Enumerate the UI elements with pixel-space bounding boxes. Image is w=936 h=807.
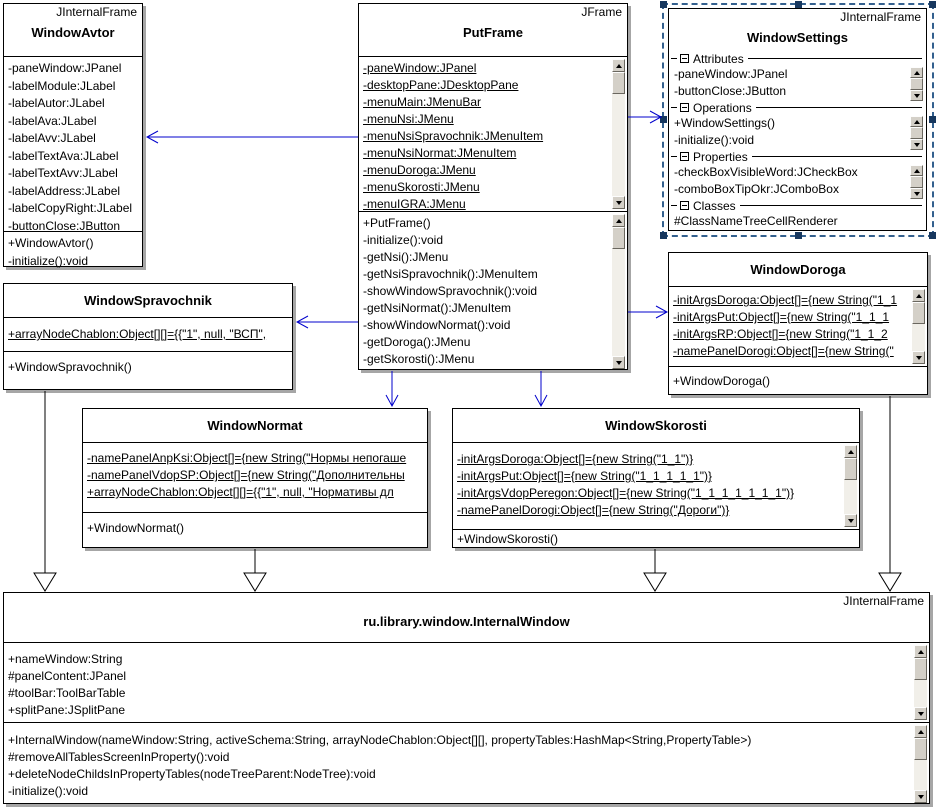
operation-row[interactable]: -initialize():void — [674, 133, 755, 147]
method-row[interactable]: +WindowNormat() — [87, 521, 185, 535]
class-row[interactable]: #ClassNameTreeCellRenderer — [674, 214, 838, 228]
scroll-thumb[interactable] — [912, 302, 925, 324]
method-row[interactable]: -getNsiSpravochnik():JMenuItem — [363, 267, 538, 281]
attribute-row[interactable]: -labelCopyRight:JLabel — [8, 201, 133, 215]
up-arrow-icon — [616, 219, 622, 223]
scroll-up-button[interactable] — [914, 725, 927, 738]
up-arrow-icon — [918, 650, 924, 654]
down-arrow-icon — [848, 519, 854, 523]
class-name[interactable]: ru.library.window.InternalWindow — [363, 614, 570, 629]
method-row[interactable]: -getNsiNormat():JMenuItem — [363, 301, 512, 315]
stereotype-label: JInternalFrame — [843, 594, 924, 608]
down-arrow-icon — [616, 201, 622, 205]
method-row[interactable]: #removeAllTablesScreenInProperty():void — [8, 750, 230, 764]
selection-handle-top-center[interactable] — [795, 1, 802, 8]
scroll-up-button[interactable] — [612, 59, 625, 72]
attribute-row[interactable]: +arrayNodeChablon:Object[][]={{"1", null, "ВСП", — [8, 327, 267, 341]
attribute-row[interactable]: -labelAvv:JLabel — [8, 131, 96, 145]
attribute-row[interactable]: -namePanelDorogi:Object[]={new String(" — [673, 344, 894, 358]
attributes-compartment[interactable] — [4, 642, 929, 722]
up-arrow-icon — [616, 64, 622, 68]
attribute-row[interactable]: -paneWindow:JPanel — [674, 67, 788, 81]
attribute-row[interactable]: +arrayNodeChablon:Object[][]={{"1", null, "Нормативы дл — [87, 485, 394, 499]
attribute-row[interactable]: -initArgsPut:Object[]={new String("1_1_1 — [673, 310, 890, 324]
scroll-down-button[interactable] — [612, 356, 625, 369]
class-header[interactable] — [4, 284, 292, 317]
selection-handle-bottom-left[interactable] — [660, 232, 667, 239]
method-row[interactable]: -initialize():void — [363, 233, 444, 247]
vertical-scrollbar[interactable] — [912, 289, 925, 364]
attribute-row[interactable]: -menuMain:JMenuBar — [363, 95, 482, 109]
property-row[interactable]: -comboBoxTipOkr:JComboBox — [674, 182, 839, 196]
association-putframe-windowsettings[interactable] — [628, 111, 661, 123]
class-header[interactable] — [83, 409, 427, 442]
class-name[interactable]: WindowAvtor — [31, 25, 115, 40]
class-windowspravochnik[interactable] — [3, 283, 293, 390]
down-arrow-icon — [918, 712, 924, 716]
section-label: Properties — [693, 149, 748, 164]
attribute-row[interactable]: -initArgsRP:Object[]={new String("1_1_2 — [673, 327, 888, 341]
class-header[interactable] — [453, 409, 859, 442]
method-row[interactable]: +WindowSpravochnik() — [8, 360, 132, 374]
attribute-row[interactable]: -paneWindow:JPanel — [8, 61, 122, 75]
attribute-row[interactable]: -initArgsVdopPeregon:Object[]={new String("1_1_1_1_1_1_1")} — [457, 486, 795, 500]
attribute-row[interactable]: +nameWindow:String — [8, 652, 123, 666]
scroll-track[interactable] — [612, 94, 625, 196]
scroll-up-button[interactable] — [844, 445, 857, 458]
generalization-windowdoroga-internalwindow[interactable] — [879, 396, 901, 591]
class-name[interactable]: WindowNormat — [207, 418, 303, 433]
class-name[interactable]: WindowSettings — [747, 30, 848, 45]
class-header[interactable] — [4, 4, 142, 56]
class-windownormat[interactable] — [82, 408, 428, 548]
attributes-compartment[interactable] — [453, 442, 859, 529]
class-name[interactable]: PutFrame — [463, 25, 523, 40]
method-row[interactable]: +InternalWindow(nameWindow:String, activeSchema:String, arrayNodeChablon:Object[][], propertyTables:HashMap<String,PropertyTable>) — [8, 733, 752, 747]
class-windowdoroga[interactable] — [668, 252, 928, 395]
scroll-down-button[interactable] — [844, 514, 857, 527]
attribute-row[interactable]: -buttonClose:JButton — [674, 84, 787, 98]
vertical-scrollbar[interactable] — [844, 445, 857, 527]
scroll-thumb[interactable] — [844, 458, 857, 480]
attribute-row[interactable]: -menuSkorosti:JMenu — [363, 180, 480, 194]
association-putframe-windowdoroga[interactable] — [628, 306, 667, 318]
method-row[interactable]: +WindowDoroga() — [673, 374, 771, 388]
method-row[interactable]: -initialize():void — [8, 253, 89, 268]
attribute-row[interactable]: -menuNsiSpravochnik:JMenuItem — [363, 129, 544, 143]
scroll-down-button[interactable] — [914, 707, 927, 720]
property-row[interactable]: -checkBoxVisibleWord:JCheckBox — [674, 165, 858, 179]
attribute-row[interactable]: -namePanelAnpKsi:Object[]={new String("Нормы непогаше — [87, 451, 407, 465]
class-header[interactable] — [359, 4, 627, 56]
generalization-windownormat-internalwindow[interactable] — [244, 549, 266, 591]
method-row[interactable]: +WindowSkorosti() — [457, 532, 559, 546]
scroll-up-button[interactable] — [914, 645, 927, 658]
class-name[interactable]: WindowSpravochnik — [84, 293, 212, 308]
attribute-row[interactable]: -labelTextAva:JLabel — [8, 148, 119, 163]
up-arrow-icon — [918, 730, 924, 734]
method-row[interactable]: -showWindowNormat():void — [363, 318, 511, 332]
attribute-row[interactable]: -paneWindow:JPanel — [363, 61, 477, 75]
attributes-compartment[interactable] — [359, 56, 627, 211]
class-windowskorosti[interactable] — [452, 408, 860, 548]
operation-row[interactable]: +WindowSettings() — [674, 116, 776, 130]
selection-handle-top-right[interactable] — [929, 1, 936, 8]
method-row[interactable]: -getSkorosti():JMenu — [363, 352, 475, 366]
scroll-track[interactable] — [914, 760, 927, 790]
methods-compartment[interactable] — [4, 722, 929, 805]
method-row[interactable]: -getDoroga():JMenu — [363, 335, 471, 349]
attribute-row[interactable]: -menuNsiNormat:JMenuItem — [363, 146, 517, 160]
attributes-compartment[interactable] — [83, 442, 427, 512]
methods-compartment[interactable] — [4, 351, 292, 391]
stereotype-label: JFrame — [581, 5, 622, 19]
scroll-down-button[interactable] — [914, 790, 927, 803]
down-arrow-icon — [918, 795, 924, 799]
attributes-compartment[interactable] — [4, 56, 142, 231]
scroll-down-button[interactable] — [912, 351, 925, 364]
class-name[interactable]: WindowDoroga — [750, 262, 846, 277]
selection-handle-bottom-center[interactable] — [795, 232, 802, 239]
generalization-windowskorosti-internalwindow[interactable] — [644, 549, 666, 591]
scroll-down-button[interactable] — [612, 196, 625, 209]
down-arrow-icon — [916, 356, 922, 360]
attribute-row[interactable]: +splitPane:JSplitPane — [8, 703, 126, 717]
scroll-up-button[interactable] — [912, 289, 925, 302]
attribute-row[interactable]: #toolBar:ToolBarTable — [8, 686, 126, 700]
scroll-up-button[interactable] — [612, 214, 625, 227]
attribute-row[interactable]: -menuNsi:JMenu — [363, 112, 454, 126]
method-row[interactable]: -getNsi():JMenu — [363, 250, 449, 264]
attribute-row[interactable]: -desktopPane:JDesktopPane — [363, 78, 519, 92]
vertical-scrollbar[interactable] — [914, 645, 927, 720]
up-arrow-icon — [916, 294, 922, 298]
attribute-row[interactable]: -labelAva:JLabel — [8, 113, 97, 128]
method-row[interactable]: -initialize():void — [8, 784, 89, 798]
attribute-row[interactable]: -labelTextAvv:JLabel — [8, 166, 118, 180]
section-label: Operations — [693, 100, 752, 115]
attribute-row[interactable]: -namePanelDorogi:Object[]={new String("Дороги")} — [457, 503, 730, 517]
selection-handle-middle-left[interactable] — [660, 116, 667, 123]
attribute-row[interactable]: -buttonClose:JButton — [8, 218, 121, 231]
scroll-thumb[interactable] — [914, 738, 927, 760]
association-putframe-windowspravochnik[interactable] — [297, 316, 358, 328]
methods-compartment[interactable] — [669, 366, 927, 396]
class-putframe[interactable] — [358, 3, 628, 370]
stereotype-label: JInternalFrame — [840, 10, 921, 24]
scroll-track[interactable] — [914, 680, 927, 707]
methods-compartment[interactable] — [83, 512, 427, 549]
section-label: Attributes — [693, 51, 744, 66]
association-putframe-windowskorosti[interactable] — [535, 371, 547, 406]
selection-handle-top-left[interactable] — [660, 1, 667, 8]
up-arrow-icon — [848, 450, 854, 454]
attribute-row[interactable]: -initArgsDoroga:Object[]={new String("1_1")} — [457, 452, 694, 466]
class-internalwindow[interactable] — [3, 592, 930, 804]
section-label: Classes — [693, 198, 736, 213]
methods-compartment[interactable] — [453, 529, 859, 549]
attribute-row[interactable]: -menuIGRA:JMenu — [363, 197, 466, 211]
class-windowavtor[interactable] — [3, 3, 143, 267]
association-putframe-windowavtor[interactable] — [147, 131, 358, 143]
vertical-scrollbar[interactable] — [612, 214, 625, 369]
scroll-track[interactable] — [612, 249, 625, 356]
class-header[interactable] — [669, 253, 927, 286]
scroll-thumb[interactable] — [914, 658, 927, 680]
methods-compartment[interactable] — [359, 211, 627, 371]
attribute-row[interactable]: #panelContent:JPanel — [8, 669, 127, 683]
vertical-scrollbar[interactable] — [914, 725, 927, 803]
scroll-thumb[interactable] — [612, 72, 625, 94]
stereotype-label: JInternalFrame — [56, 5, 137, 19]
method-row[interactable]: -showWindowSpravochnik():void — [363, 284, 538, 298]
methods-compartment[interactable] — [4, 231, 142, 268]
scroll-track[interactable] — [912, 324, 925, 351]
selection-handle-bottom-right[interactable] — [929, 232, 936, 239]
class-name[interactable]: WindowSkorosti — [605, 418, 707, 433]
class-header[interactable] — [4, 593, 929, 642]
attributes-compartment[interactable] — [4, 317, 292, 351]
attribute-row[interactable]: -menuDoroga:JMenu — [363, 163, 476, 177]
association-putframe-windownormat[interactable] — [386, 371, 398, 406]
attribute-row[interactable]: -initArgsDoroga:Object[]={new String("1_1 — [673, 293, 898, 307]
generalization-windowspravochnik-internalwindow[interactable] — [34, 391, 56, 591]
down-arrow-icon — [616, 361, 622, 365]
vertical-scrollbar[interactable] — [612, 59, 625, 209]
attribute-row[interactable]: -initArgsPut:Object[]={new String("1_1_1_1_1")} — [457, 469, 712, 483]
scroll-thumb[interactable] — [612, 227, 625, 249]
attribute-row[interactable]: -labelAutor:JLabel — [8, 96, 105, 110]
method-row[interactable]: +deleteNodeChildsInPropertyTables(nodeTreeParent:NodeTree):void — [8, 767, 376, 781]
selection-frame[interactable] — [662, 3, 934, 237]
attribute-row[interactable]: -labelModule:JLabel — [8, 78, 116, 93]
selection-handle-middle-right[interactable] — [929, 116, 936, 123]
scroll-track[interactable] — [844, 480, 857, 514]
attribute-row[interactable]: -labelAddress:JLabel — [8, 183, 121, 198]
method-row[interactable]: +PutFrame() — [363, 216, 431, 230]
attribute-row[interactable]: -namePanelVdopSP:Object[]={new String("Дополнительны — [87, 468, 405, 482]
attributes-compartment[interactable] — [669, 286, 927, 366]
method-row[interactable]: +WindowAvtor() — [8, 236, 94, 250]
